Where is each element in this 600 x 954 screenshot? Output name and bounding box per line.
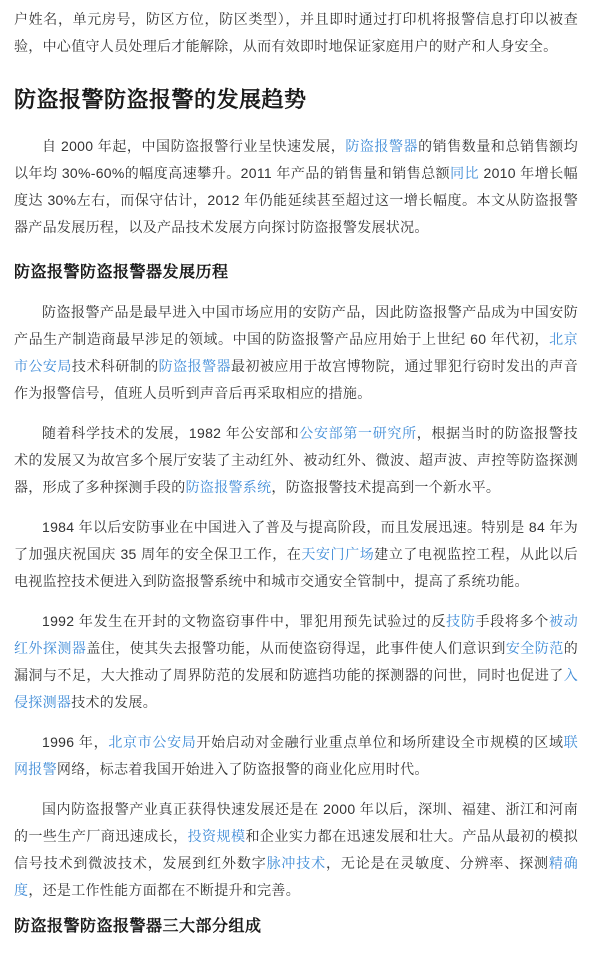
text-run: 国内防盗报警产业真正获得快速发展还是在 2000 年以后，深圳、福建、浙江和河南的一些生产厂商迅速成长， — [14, 801, 578, 845]
text-run: 的漏洞与不足，大大推动了周界防范的发展和防遮挡功能的探测器的问世，同时也促进了 — [14, 640, 579, 684]
inline-link[interactable]: 精确度 — [14, 855, 579, 899]
text-run: 的销售数量和总销售额均以年均 30%-60%的幅度高速攀升。2011 年产品的销售量和销售总额 — [14, 137, 578, 181]
text-run: 自 2000 年起，中国防盗报警行业呈快速发展， — [42, 137, 346, 154]
inline-link[interactable]: 防盗报警器 — [158, 358, 231, 375]
inline-link[interactable]: 同比 — [450, 164, 480, 181]
paragraph-1982-detectors — [14, 420, 578, 501]
paragraph-market-growth — [14, 133, 578, 241]
text-run: 网络，标志着我国开始进入了防盗报警的商业化应用时代。 — [56, 761, 429, 778]
text-run: 技术科研制的 — [71, 358, 159, 375]
page-title: 防盗报警防盗报警的发展趋势 — [14, 87, 307, 112]
text-run: 建立了电视监控工程，从此以后电视监控技术便进入到防盗报警系统中和城市交通安全管制中，提高了系统功能。 — [14, 546, 579, 590]
text-run: 2010 年增长幅度达 30%左右，而保守估计，2012 年仍能延续甚至超过这一增长幅度。本文从防盗报警器产品发展历程，以及产品技术发展方向探讨防盗报警发展状况。 — [14, 164, 578, 235]
inline-link[interactable]: 防盗报警器 — [345, 137, 419, 154]
text-run: 防盗报警产品是最早进入中国市场应用的安防产品，因此防盗报警产品成为中国安防产品生产制造商最早涉足的领域。中国的防盗报警产品应用始于上世纪 60 年代初， — [14, 304, 578, 348]
paragraph-1984-cctv — [14, 514, 578, 595]
text-run: 和企业实力都在迅速发展和壮大。产品从最初的模拟信号技术到微波技术，发展到红外数字 — [14, 828, 579, 872]
paragraph-1960s-origin — [14, 299, 578, 407]
text-run: 1984 年以后安防事业在中国进入了普及与提高阶段，而且发展迅速。特别是 84 年为了加强庆祝国庆 35 周年的安全保卫工作，在 — [14, 519, 578, 563]
text-run: 手段将多个 — [475, 613, 549, 630]
text-run: ，还是工作性能方面都在不断提升和完善。 — [28, 882, 301, 899]
text-run: 开始启动对金融行业重点单位和场所建设全市规模的区域 — [196, 734, 564, 751]
intro-continuation-paragraph — [14, 6, 578, 60]
text-run: 技术的发展。 — [71, 694, 158, 711]
paragraph-1996-network — [14, 729, 578, 783]
inline-link[interactable]: 公安部第一研究所 — [299, 425, 417, 442]
text-run: ，无论是在灵敏度、分辨率、探测 — [326, 855, 549, 872]
inline-link[interactable]: 安全防范 — [505, 640, 564, 657]
text-run: 户姓名，单元房号，防区方位，防区类型），并且即时通过打印机将报警信息打印以被查验，中心值守人员处理后才能解除，从而有效即时地保证家庭用户的财产和人身安全。 — [14, 11, 578, 54]
section-heading-three-parts: 防盗报警防盗报警器三大部分组成 — [14, 918, 262, 936]
inline-link[interactable]: 入侵探测器 — [14, 667, 578, 711]
text-run: 最初被应用于故宫博物院，通过罪犯行窃时发出的声音作为报警信号，值班人员听到声音后再采取相应的措施。 — [14, 358, 579, 402]
inline-link[interactable]: 脉冲技术 — [266, 855, 326, 872]
text-run: 盖住，使其失去报警功能，从而使盗窃得逞，此事件使人们意识到 — [86, 640, 506, 657]
text-run: 1992 年发生在开封的文物盗窃事件中，罪犯用预先试验过的反 — [42, 613, 447, 630]
inline-link[interactable]: 投资规模 — [187, 828, 246, 845]
inline-link[interactable]: 北京市公安局 — [108, 734, 197, 751]
text-run: 随着科学技术的发展，1982 年公安部和 — [42, 425, 300, 442]
paragraph-2000-industry — [14, 796, 578, 904]
inline-link[interactable]: 联网报警 — [14, 734, 578, 778]
section-heading-history: 防盗报警防盗报警器发展历程 — [14, 263, 229, 281]
inline-link[interactable]: 技防 — [446, 613, 476, 630]
text-run: ，根据当时的防盗报警技术的发展又为故宫多个展厅安装了主动红外、被动红外、微波、超声波、声控等防盗探测器，形成了多种探测手段的 — [14, 425, 578, 496]
inline-link[interactable]: 被动红外探测器 — [14, 613, 578, 657]
text-run: 1996 年， — [42, 734, 109, 751]
inline-link[interactable]: 北京市公安局 — [14, 331, 578, 375]
inline-link[interactable]: 天安门广场 — [301, 546, 375, 563]
text-run: ，防盗报警技术提高到一个新水平。 — [271, 479, 501, 496]
paragraph-1992-kaifeng — [14, 608, 578, 716]
inline-link[interactable]: 防盗报警系统 — [185, 479, 272, 496]
